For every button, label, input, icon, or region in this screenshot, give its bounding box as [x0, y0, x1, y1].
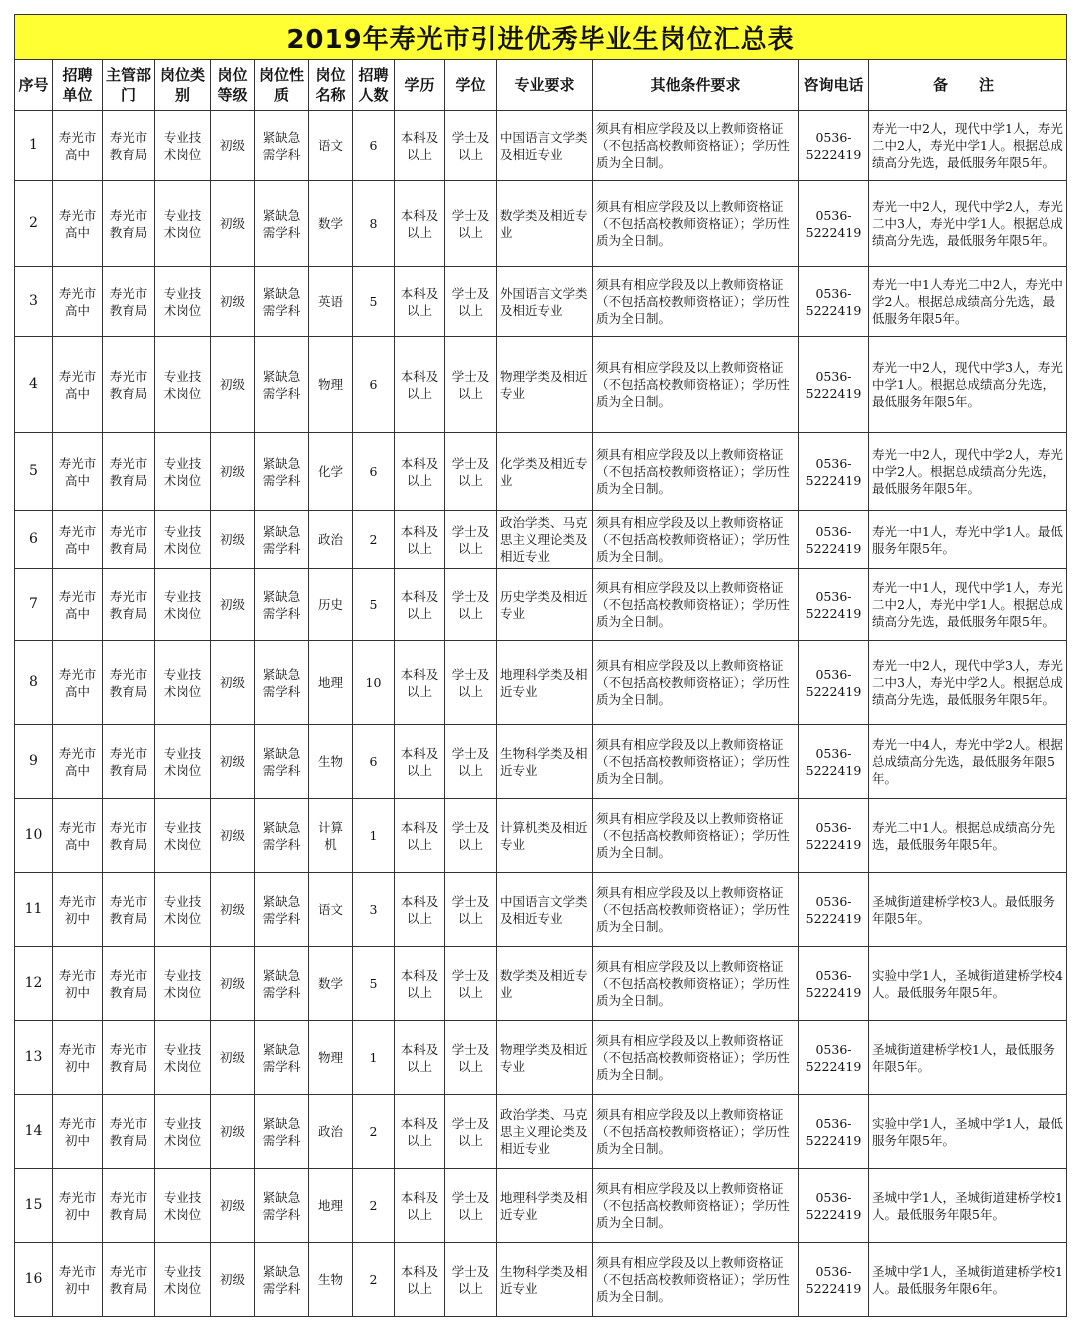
cell-remarks: 寿光一中2人，现代中学2人，寿光二中3人，寿光中学1人。根据总成绩高分先选，最低服务年限5年。: [869, 181, 1067, 267]
cell-phone: 0536-5222419: [799, 433, 869, 511]
cell-dept: 寿光市教育局: [103, 641, 155, 725]
cell-dept: 寿光市教育局: [103, 181, 155, 267]
cell-major: 中国语言文学类及相近专业: [497, 111, 593, 181]
cell-unit: 寿光市高中: [53, 267, 103, 337]
cell-nature: 紧缺急需学科: [255, 433, 309, 511]
cell-degree: 学士及以上: [445, 947, 497, 1021]
cell-unit: 寿光市高中: [53, 433, 103, 511]
table-row: [15, 111, 1067, 181]
cell-dept: 寿光市教育局: [103, 947, 155, 1021]
table-row: [15, 1021, 1067, 1095]
header-major: 专业要求: [497, 60, 593, 111]
cell-seq: 8: [15, 641, 53, 725]
cell-remarks: 寿光一中4人，寿光中学2人。根据总成绩高分先选，最低服务年限5年。: [869, 725, 1067, 799]
cell-nature: 紧缺急需学科: [255, 947, 309, 1021]
cell-count: 5: [353, 947, 395, 1021]
cell-name: 历史: [309, 569, 353, 641]
cell-degree: 学士及以上: [445, 725, 497, 799]
cell-level: 初级: [211, 337, 255, 433]
cell-category: 专业技术岗位: [155, 267, 211, 337]
cell-education: 本科及以上: [395, 111, 445, 181]
cell-remarks: 圣城中学1人，圣城街道建桥学校1人。最低服务年限5年。: [869, 1169, 1067, 1243]
cell-education: 本科及以上: [395, 641, 445, 725]
cell-unit: 寿光市高中: [53, 569, 103, 641]
cell-degree: 学士及以上: [445, 569, 497, 641]
cell-major: 历史学类及相近专业: [497, 569, 593, 641]
cell-other: 须具有相应学段及以上教师资格证（不包括高校教师资格证）；学历性质为全日制。: [593, 511, 799, 569]
cell-dept: 寿光市教育局: [103, 267, 155, 337]
cell-unit: 寿光市初中: [53, 1169, 103, 1243]
cell-name: 生物: [309, 725, 353, 799]
cell-unit: 寿光市初中: [53, 1243, 103, 1317]
table-row: [15, 511, 1067, 569]
cell-other: 须具有相应学段及以上教师资格证（不包括高校教师资格证）；学历性质为全日制。: [593, 1243, 799, 1317]
cell-other: 须具有相应学段及以上教师资格证（不包括高校教师资格证）；学历性质为全日制。: [593, 267, 799, 337]
cell-other: 须具有相应学段及以上教师资格证（不包括高校教师资格证）；学历性质为全日制。: [593, 947, 799, 1021]
cell-major: 外国语言文学类及相近专业: [497, 267, 593, 337]
cell-remarks: 寿光一中1人，现代中学1人，寿光二中2人，寿光中学1人。根据总成绩高分先选，最低服务年限5年。: [869, 569, 1067, 641]
cell-nature: 紧缺急需学科: [255, 1169, 309, 1243]
document-page: [14, 14, 1066, 1314]
cell-major: 物理学类及相近专业: [497, 337, 593, 433]
cell-level: 初级: [211, 267, 255, 337]
cell-dept: 寿光市教育局: [103, 799, 155, 873]
cell-major: 生物科学类及相近专业: [497, 725, 593, 799]
cell-name: 语文: [309, 873, 353, 947]
cell-name: 生物: [309, 1243, 353, 1317]
cell-remarks: 实验中学1人，圣城中学1人，最低服务年限5年。: [869, 1095, 1067, 1169]
cell-degree: 学士及以上: [445, 1243, 497, 1317]
cell-remarks: 寿光一中2人，现代中学1人，寿光二中2人，寿光中学1人。根据总成绩高分先选，最低服务年限5年。: [869, 111, 1067, 181]
header-row: [15, 60, 1067, 111]
cell-other: 须具有相应学段及以上教师资格证（不包括高校教师资格证）；学历性质为全日制。: [593, 111, 799, 181]
cell-seq: 10: [15, 799, 53, 873]
table-row: [15, 799, 1067, 873]
cell-unit: 寿光市高中: [53, 511, 103, 569]
table-row: [15, 725, 1067, 799]
cell-education: 本科及以上: [395, 511, 445, 569]
cell-phone: 0536-5222419: [799, 1169, 869, 1243]
cell-seq: 1: [15, 111, 53, 181]
cell-other: 须具有相应学段及以上教师资格证（不包括高校教师资格证）；学历性质为全日制。: [593, 181, 799, 267]
cell-unit: 寿光市高中: [53, 799, 103, 873]
cell-nature: 紧缺急需学科: [255, 337, 309, 433]
cell-phone: 0536-5222419: [799, 337, 869, 433]
cell-count: 1: [353, 799, 395, 873]
table-row: [15, 947, 1067, 1021]
cell-other: 须具有相应学段及以上教师资格证（不包括高校教师资格证）；学历性质为全日制。: [593, 1095, 799, 1169]
cell-unit: 寿光市高中: [53, 641, 103, 725]
cell-nature: 紧缺急需学科: [255, 1021, 309, 1095]
cell-name: 政治: [309, 511, 353, 569]
cell-seq: 14: [15, 1095, 53, 1169]
cell-phone: 0536-5222419: [799, 1095, 869, 1169]
cell-major: 政治学类、马克思主义理论类及相近专业: [497, 511, 593, 569]
cell-name: 地理: [309, 1169, 353, 1243]
cell-phone: 0536-5222419: [799, 267, 869, 337]
cell-other: 须具有相应学段及以上教师资格证（不包括高校教师资格证）；学历性质为全日制。: [593, 1169, 799, 1243]
cell-category: 专业技术岗位: [155, 337, 211, 433]
cell-major: 计算机类及相近专业: [497, 799, 593, 873]
cell-unit: 寿光市高中: [53, 181, 103, 267]
cell-remarks: 寿光一中2人，现代中学3人，寿光二中3人，寿光中学2人。根据总成绩高分先选，最低服务年限5年。: [869, 641, 1067, 725]
cell-nature: 紧缺急需学科: [255, 267, 309, 337]
cell-nature: 紧缺急需学科: [255, 799, 309, 873]
table-row: [15, 569, 1067, 641]
cell-unit: 寿光市初中: [53, 947, 103, 1021]
cell-nature: 紧缺急需学科: [255, 1095, 309, 1169]
cell-other: 须具有相应学段及以上教师资格证（不包括高校教师资格证）；学历性质为全日制。: [593, 1021, 799, 1095]
cell-phone: 0536-5222419: [799, 947, 869, 1021]
cell-count: 2: [353, 1095, 395, 1169]
cell-count: 2: [353, 1169, 395, 1243]
cell-level: 初级: [211, 111, 255, 181]
table-row: [15, 1243, 1067, 1317]
cell-level: 初级: [211, 1021, 255, 1095]
cell-phone: 0536-5222419: [799, 1021, 869, 1095]
cell-name: 计算机: [309, 799, 353, 873]
cell-category: 专业技术岗位: [155, 181, 211, 267]
cell-dept: 寿光市教育局: [103, 1169, 155, 1243]
cell-degree: 学士及以上: [445, 337, 497, 433]
cell-nature: 紧缺急需学科: [255, 1243, 309, 1317]
cell-dept: 寿光市教育局: [103, 511, 155, 569]
cell-seq: 5: [15, 433, 53, 511]
table-row: [15, 433, 1067, 511]
cell-degree: 学士及以上: [445, 511, 497, 569]
cell-category: 专业技术岗位: [155, 111, 211, 181]
header-other: 其他条件要求: [593, 60, 799, 111]
header-education: 学历: [395, 60, 445, 111]
cell-other: 须具有相应学段及以上教师资格证（不包括高校教师资格证）；学历性质为全日制。: [593, 873, 799, 947]
cell-degree: 学士及以上: [445, 1169, 497, 1243]
cell-degree: 学士及以上: [445, 641, 497, 725]
cell-seq: 3: [15, 267, 53, 337]
cell-count: 5: [353, 267, 395, 337]
table-row: [15, 337, 1067, 433]
header-category: 岗位类别: [155, 60, 211, 111]
cell-seq: 16: [15, 1243, 53, 1317]
cell-name: 政治: [309, 1095, 353, 1169]
cell-unit: 寿光市初中: [53, 873, 103, 947]
header-remarks: 备 注: [869, 60, 1067, 111]
cell-major: 政治学类、马克思主义理论类及相近专业: [497, 1095, 593, 1169]
cell-dept: 寿光市教育局: [103, 433, 155, 511]
cell-dept: 寿光市教育局: [103, 1243, 155, 1317]
cell-category: 专业技术岗位: [155, 569, 211, 641]
cell-seq: 4: [15, 337, 53, 433]
cell-phone: 0536-5222419: [799, 511, 869, 569]
cell-dept: 寿光市教育局: [103, 725, 155, 799]
cell-level: 初级: [211, 799, 255, 873]
cell-unit: 寿光市高中: [53, 725, 103, 799]
cell-name: 化学: [309, 433, 353, 511]
cell-nature: 紧缺急需学科: [255, 641, 309, 725]
cell-unit: 寿光市高中: [53, 337, 103, 433]
cell-phone: 0536-5222419: [799, 873, 869, 947]
cell-category: 专业技术岗位: [155, 511, 211, 569]
header-name: 岗位名称: [309, 60, 353, 111]
cell-name: 物理: [309, 337, 353, 433]
cell-major: 地理科学类及相近专业: [497, 1169, 593, 1243]
cell-education: 本科及以上: [395, 433, 445, 511]
cell-nature: 紧缺急需学科: [255, 569, 309, 641]
cell-other: 须具有相应学段及以上教师资格证（不包括高校教师资格证）；学历性质为全日制。: [593, 433, 799, 511]
cell-level: 初级: [211, 433, 255, 511]
cell-major: 物理学类及相近专业: [497, 1021, 593, 1095]
cell-name: 数学: [309, 181, 353, 267]
cell-major: 中国语言文学类及相近专业: [497, 873, 593, 947]
cell-dept: 寿光市教育局: [103, 1095, 155, 1169]
cell-nature: 紧缺急需学科: [255, 873, 309, 947]
cell-level: 初级: [211, 947, 255, 1021]
cell-category: 专业技术岗位: [155, 1095, 211, 1169]
cell-seq: 6: [15, 511, 53, 569]
table-row: [15, 267, 1067, 337]
cell-category: 专业技术岗位: [155, 873, 211, 947]
cell-major: 化学类及相近专业: [497, 433, 593, 511]
header-degree: 学位: [445, 60, 497, 111]
cell-education: 本科及以上: [395, 181, 445, 267]
cell-seq: 13: [15, 1021, 53, 1095]
cell-unit: 寿光市初中: [53, 1095, 103, 1169]
header-unit: 招聘单位: [53, 60, 103, 111]
header-count: 招聘人数: [353, 60, 395, 111]
table-title: 2019年寿光市引进优秀毕业生岗位汇总表: [15, 15, 1067, 60]
cell-dept: 寿光市教育局: [103, 1021, 155, 1095]
cell-degree: 学士及以上: [445, 873, 497, 947]
cell-remarks: 圣城街道建桥学校3人。最低服务年限5年。: [869, 873, 1067, 947]
cell-education: 本科及以上: [395, 337, 445, 433]
table-row: [15, 181, 1067, 267]
cell-level: 初级: [211, 1095, 255, 1169]
cell-level: 初级: [211, 1169, 255, 1243]
cell-level: 初级: [211, 569, 255, 641]
cell-count: 2: [353, 511, 395, 569]
cell-level: 初级: [211, 1243, 255, 1317]
cell-other: 须具有相应学段及以上教师资格证（不包括高校教师资格证）；学历性质为全日制。: [593, 337, 799, 433]
cell-count: 6: [353, 433, 395, 511]
cell-remarks: 实验中学1人，圣城街道建桥学校4人。最低服务年限5年。: [869, 947, 1067, 1021]
table-row: [15, 1095, 1067, 1169]
cell-education: 本科及以上: [395, 1021, 445, 1095]
cell-name: 语文: [309, 111, 353, 181]
cell-education: 本科及以上: [395, 947, 445, 1021]
cell-phone: 0536-5222419: [799, 641, 869, 725]
header-seq: 序号: [15, 60, 53, 111]
cell-education: 本科及以上: [395, 569, 445, 641]
cell-category: 专业技术岗位: [155, 725, 211, 799]
cell-phone: 0536-5222419: [799, 569, 869, 641]
cell-remarks: 圣城街道建桥学校1人，最低服务年限5年。: [869, 1021, 1067, 1095]
cell-education: 本科及以上: [395, 1169, 445, 1243]
cell-name: 数学: [309, 947, 353, 1021]
cell-count: 6: [353, 725, 395, 799]
cell-seq: 15: [15, 1169, 53, 1243]
cell-remarks: 圣城中学1人，圣城街道建桥学校1人。最低服务年限6年。: [869, 1243, 1067, 1317]
cell-dept: 寿光市教育局: [103, 337, 155, 433]
cell-category: 专业技术岗位: [155, 641, 211, 725]
cell-major: 生物科学类及相近专业: [497, 1243, 593, 1317]
cell-other: 须具有相应学段及以上教师资格证（不包括高校教师资格证）；学历性质为全日制。: [593, 725, 799, 799]
cell-education: 本科及以上: [395, 799, 445, 873]
cell-count: 1: [353, 1021, 395, 1095]
cell-education: 本科及以上: [395, 1095, 445, 1169]
cell-category: 专业技术岗位: [155, 1243, 211, 1317]
cell-seq: 9: [15, 725, 53, 799]
cell-nature: 紧缺急需学科: [255, 181, 309, 267]
cell-education: 本科及以上: [395, 873, 445, 947]
cell-phone: 0536-5222419: [799, 181, 869, 267]
cell-count: 6: [353, 111, 395, 181]
cell-degree: 学士及以上: [445, 1095, 497, 1169]
header-dept: 主管部门: [103, 60, 155, 111]
cell-education: 本科及以上: [395, 1243, 445, 1317]
cell-dept: 寿光市教育局: [103, 111, 155, 181]
table-row: [15, 641, 1067, 725]
cell-degree: 学士及以上: [445, 799, 497, 873]
cell-degree: 学士及以上: [445, 111, 497, 181]
cell-remarks: 寿光一中1人，寿光中学1人。最低服务年限5年。: [869, 511, 1067, 569]
cell-category: 专业技术岗位: [155, 1169, 211, 1243]
cell-count: 2: [353, 1243, 395, 1317]
table-row: [15, 1169, 1067, 1243]
cell-level: 初级: [211, 181, 255, 267]
cell-other: 须具有相应学段及以上教师资格证（不包括高校教师资格证）；学历性质为全日制。: [593, 641, 799, 725]
positions-table: [14, 14, 1067, 1317]
cell-category: 专业技术岗位: [155, 799, 211, 873]
cell-education: 本科及以上: [395, 725, 445, 799]
cell-category: 专业技术岗位: [155, 1021, 211, 1095]
cell-remarks: 寿光一中2人，现代中学3人，寿光中学1人。根据总成绩高分先选，最低服务年限5年。: [869, 337, 1067, 433]
cell-seq: 2: [15, 181, 53, 267]
cell-count: 8: [353, 181, 395, 267]
cell-other: 须具有相应学段及以上教师资格证（不包括高校教师资格证）；学历性质为全日制。: [593, 569, 799, 641]
cell-dept: 寿光市教育局: [103, 569, 155, 641]
cell-name: 英语: [309, 267, 353, 337]
cell-education: 本科及以上: [395, 267, 445, 337]
cell-degree: 学士及以上: [445, 267, 497, 337]
cell-phone: 0536-5222419: [799, 1243, 869, 1317]
cell-unit: 寿光市初中: [53, 1021, 103, 1095]
cell-nature: 紧缺急需学科: [255, 511, 309, 569]
cell-remarks: 寿光一中1人寿光二中2人，寿光中学2人。根据总成绩高分先选，最低服务年限5年。: [869, 267, 1067, 337]
cell-seq: 7: [15, 569, 53, 641]
header-phone: 咨询电话: [799, 60, 869, 111]
table-body: [15, 111, 1067, 1317]
cell-phone: 0536-5222419: [799, 725, 869, 799]
cell-unit: 寿光市高中: [53, 111, 103, 181]
cell-count: 3: [353, 873, 395, 947]
cell-dept: 寿光市教育局: [103, 873, 155, 947]
cell-phone: 0536-5222419: [799, 111, 869, 181]
cell-remarks: 寿光二中1人。根据总成绩高分先选，最低服务年限5年。: [869, 799, 1067, 873]
cell-level: 初级: [211, 511, 255, 569]
cell-category: 专业技术岗位: [155, 433, 211, 511]
cell-nature: 紧缺急需学科: [255, 111, 309, 181]
header-nature: 岗位性质: [255, 60, 309, 111]
cell-seq: 11: [15, 873, 53, 947]
cell-nature: 紧缺急需学科: [255, 725, 309, 799]
cell-count: 5: [353, 569, 395, 641]
cell-level: 初级: [211, 641, 255, 725]
cell-category: 专业技术岗位: [155, 947, 211, 1021]
table-row: [15, 873, 1067, 947]
cell-level: 初级: [211, 873, 255, 947]
cell-major: 数学类及相近专业: [497, 947, 593, 1021]
cell-major: 数学类及相近专业: [497, 181, 593, 267]
cell-count: 10: [353, 641, 395, 725]
cell-degree: 学士及以上: [445, 433, 497, 511]
cell-phone: 0536-5222419: [799, 799, 869, 873]
cell-level: 初级: [211, 725, 255, 799]
cell-name: 物理: [309, 1021, 353, 1095]
header-level: 岗位等级: [211, 60, 255, 111]
cell-remarks: 寿光一中2人，现代中学2人，寿光中学2人。根据总成绩高分先选，最低服务年限5年。: [869, 433, 1067, 511]
cell-other: 须具有相应学段及以上教师资格证（不包括高校教师资格证）；学历性质为全日制。: [593, 799, 799, 873]
cell-major: 地理科学类及相近专业: [497, 641, 593, 725]
cell-seq: 12: [15, 947, 53, 1021]
cell-count: 6: [353, 337, 395, 433]
cell-degree: 学士及以上: [445, 1021, 497, 1095]
cell-degree: 学士及以上: [445, 181, 497, 267]
cell-name: 地理: [309, 641, 353, 725]
